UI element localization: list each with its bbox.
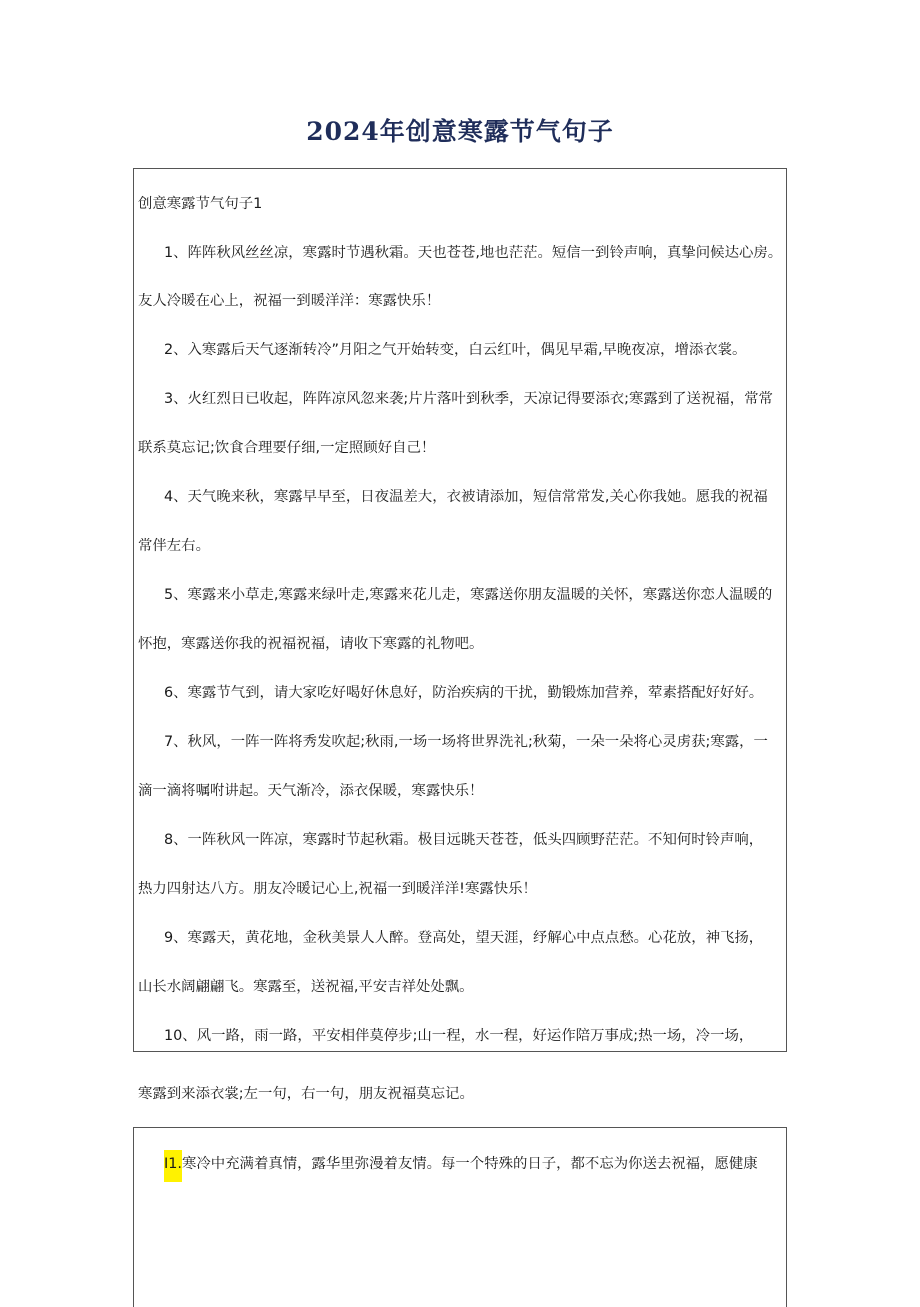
paragraph-text: 寒冷中充满着真情，露华里弥漫着友情。每一个特殊的日子，都不忘为你送去祝福，愿健康 <box>181 1156 758 1172</box>
paragraph-line: 热力四射达八方。朋友冷暖记心上,祝福一到暖洋洋!寒露快乐！ <box>138 881 537 897</box>
paragraph-line: 常伴左右。 <box>138 538 210 554</box>
paragraph-line: 山长水阔翩翩飞。寒露至，送祝福,平安吉祥处处飘。 <box>138 979 474 995</box>
paragraph-line: 9、寒露天，黄花地，金秋美景人人醉。登高处，望天涯，纾解心中点点愁。心花放，神飞扬， <box>164 930 764 946</box>
paragraph-line: 1、阵阵秋风丝丝凉，寒露时节遇秋霜。天也苍苍,地也茫茫。短信一到铃声响，真挚问候达心房。 <box>164 245 783 261</box>
paragraph-line-outside: 寒露到来添衣裳;左一句，右一句，朋友祝福莫忘记。 <box>138 1086 474 1102</box>
paragraph-line: 联系莫忘记;饮食合理要仔细,一定照顾好自己！ <box>138 440 436 456</box>
paragraph-line: 4、天气晚来秋，寒露早早至，日夜温差大，衣被请添加，短信常常发,关心你我她。愿我的祝福 <box>164 489 768 505</box>
paragraph-line: 7、秋风，一阵一阵将秀发吹起;秋雨,一场一场将世界洗礼;秋菊，一朵一朵将心灵虏获;寒露，一 <box>164 734 768 750</box>
paragraph-line: 2、入寒露后天气逐渐转冷”月阳之气开始转变，白云红叶，偶见早霜,早晚夜凉，增添衣裳。 <box>164 342 747 358</box>
paragraph-line: 3、火红烈日已收起，阵阵凉风忽来袭;片片落叶到秋季，天凉记得要添衣;寒露到了送祝福，常常 <box>164 391 773 407</box>
paragraph-line: 5、寒露来小草走,寒露来绿叶走,寒露来花儿走，寒露送你朋友温暖的关怀，寒露送你恋人温暖的 <box>164 587 773 603</box>
paragraph-line: 10、风一路，雨一路，平安相伴莫停步;山一程，水一程，好运作陪万事成;热一场，冷一场， <box>164 1028 754 1044</box>
paragraph-line <box>164 1154 758 1174</box>
paragraph-line: 8、一阵秋风一阵凉，寒露时节起秋霜。极目远眺天苍苍，低头四顾野茫茫。不知何时铃声响， <box>164 832 764 848</box>
paragraph-line: 6、寒露节气到，请大家吃好喝好休息好，防治疾病的干扰，勤锻炼加营养，荤素搭配好好好。 <box>164 685 764 701</box>
highlight-mark: I1. <box>164 1150 182 1182</box>
section-heading: 创意寒露节气句子1 <box>138 196 263 212</box>
paragraph-line: 滴一滴将嘱咐讲起。天气渐冷，添衣保暖，寒露快乐！ <box>138 783 484 799</box>
paragraph-line: 友人冷暖在心上，祝福一到暖洋洋：寒露快乐！ <box>138 293 441 309</box>
page-title: 2024年创意寒露节气句子 <box>306 117 614 146</box>
paragraph-line: 怀抱，寒露送你我的祝福祝福，请收下寒露的礼物吧。 <box>138 636 484 652</box>
